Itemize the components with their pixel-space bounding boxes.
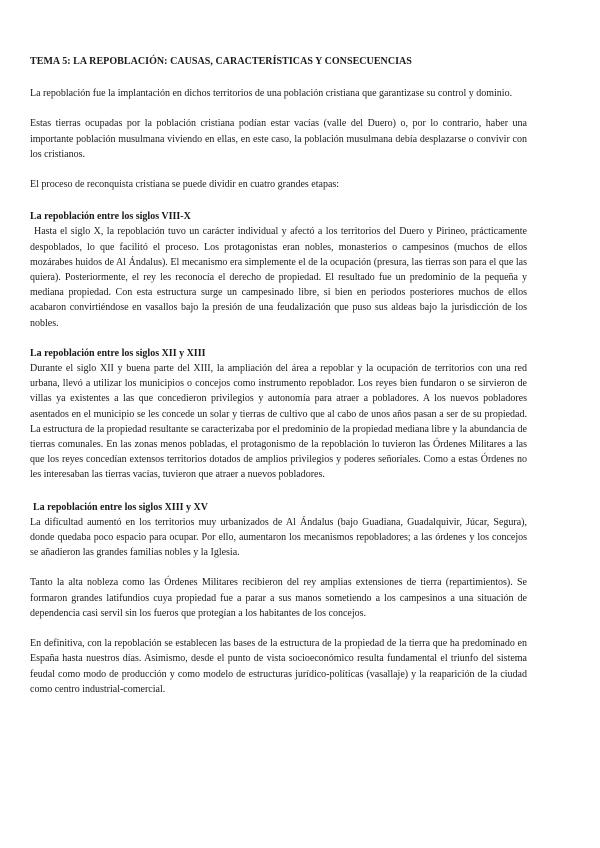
section-3-heading: La repoblación entre los siglos XIII y XV: [33, 501, 208, 513]
section-1-heading: La repoblación entre los siglos VIII-X: [30, 211, 191, 223]
intro-paragraph-1: La repoblación fue la implantación en dichos territorios de una población cristiana que garantizase su control y dominio.: [30, 88, 513, 100]
document-title: TEMA 5: LA REPOBLACIÓN: CAUSAS, CARACTERÍSTICAS Y CONSECUENCIAS: [30, 56, 412, 67]
intro-paragraph-2: Estas tierras ocupadas por la población cristiana podían estar vacías (valle del Duero) o, por lo contrario, haber una importante población musulmana viviendo en ellas, en este caso, la población musulmana debía desplazarse o convivir con los cristianos.: [30, 118, 527, 160]
section-3-body-2: Tanto la alta nobleza como las Órdenes Militares recibieron del rey amplias extensiones de tierra (repartimientos). Se formaron grandes latifundios cuya propiedad fue a parar a sus manos sometiendo a los campesinos a una situación de dependencia casi servil sin los fueros que protegían a los habitantes de los concejos.: [30, 577, 527, 619]
section-2-heading: La repoblación entre los siglos XII y XIII: [30, 347, 206, 359]
section-1-body: Hasta el siglo X, la repoblación tuvo un carácter individual y afectó a los territorios del Duero y Pirineo, prácticamente despoblados, lo que facilitó el proceso. Los protagonistas eran nobles, monasterios o campesinos (muchos de ellos mozárabes huidos de Al Ándalus). El mecanismo era simplemente el de la ocupación (presura, las tierras son para el que las quiera). Posteriormente, el rey les reconocía el derecho de propiedad. El resultado fue un predominio de la pequeña y mediana propiedad. Con esta estructura surge un campesinado libre, si bien en periodos posteriores muchos de ellos acabaron convirtiéndose en vasallos bajo la presión de una feudalización que puso sus aldeas bajo la jurisdicción de los nobles.: [30, 226, 527, 329]
document-page: [30, 54, 527, 697]
section-2-body: Durante el siglo XII y buena parte del XIII, la ampliación del área a repoblar y la ocupación de territorios con una red urbana, llevó a utilizar los municipios o concejos como instrumento repoblador. Los reyes bien fundaron o se sirvieron de villas ya existentes a las que concedieron privilegios y autonomía para atraer a pobladores. A los nuevos pobladores asentados en el municipio se les concede un solar y tierras de cultivo que al cabo de unos años pasan a ser de su propiedad. La estructura de la propiedad resultante se caracterizaba por el predominio de la propiedad mediana libre y la abundancia de tierras comunales. En las zonas menos pobladas, el protagonismo de la repoblación lo tuvieron las Órdenes Militares a las que los reyes concedían extensos territorios dotados de amplios privilegios y poderes señoriales. Como a estas Órdenes no les interesaban las tierras vacías, tuvieron que atraer a nuevos pobladores.: [30, 363, 527, 481]
section-3-body-1: La dificultad aumentó en los territorios muy urbanizados de Al Ándalus (bajo Guadiana, Guadalquivir, Júcar, Segura), donde quedaba poco espacio para ocupar. Por ello, aumentaron los mecanismos repobladores; a las órdenes y los concejos se añadieron las grandes familias nobles y la Iglesia.: [30, 516, 527, 559]
conclusion-paragraph: En definitiva, con la repoblación se establecen las bases de la estructura de la propiedad de la tierra que ha predominado en España hasta nuestros días. Asimismo, desde el punto de vista socioeconómico resulta fundamental el triunfo del sistema feudal como modo de producción y como modelo de estructuras jurídico-políticas (vasallaje) y la reaparición de la ciudad como centro industrial-comercial.: [30, 638, 527, 695]
intro-paragraph-3: El proceso de reconquista cristiana se puede dividir en cuatro grandes etapas:: [30, 179, 340, 191]
